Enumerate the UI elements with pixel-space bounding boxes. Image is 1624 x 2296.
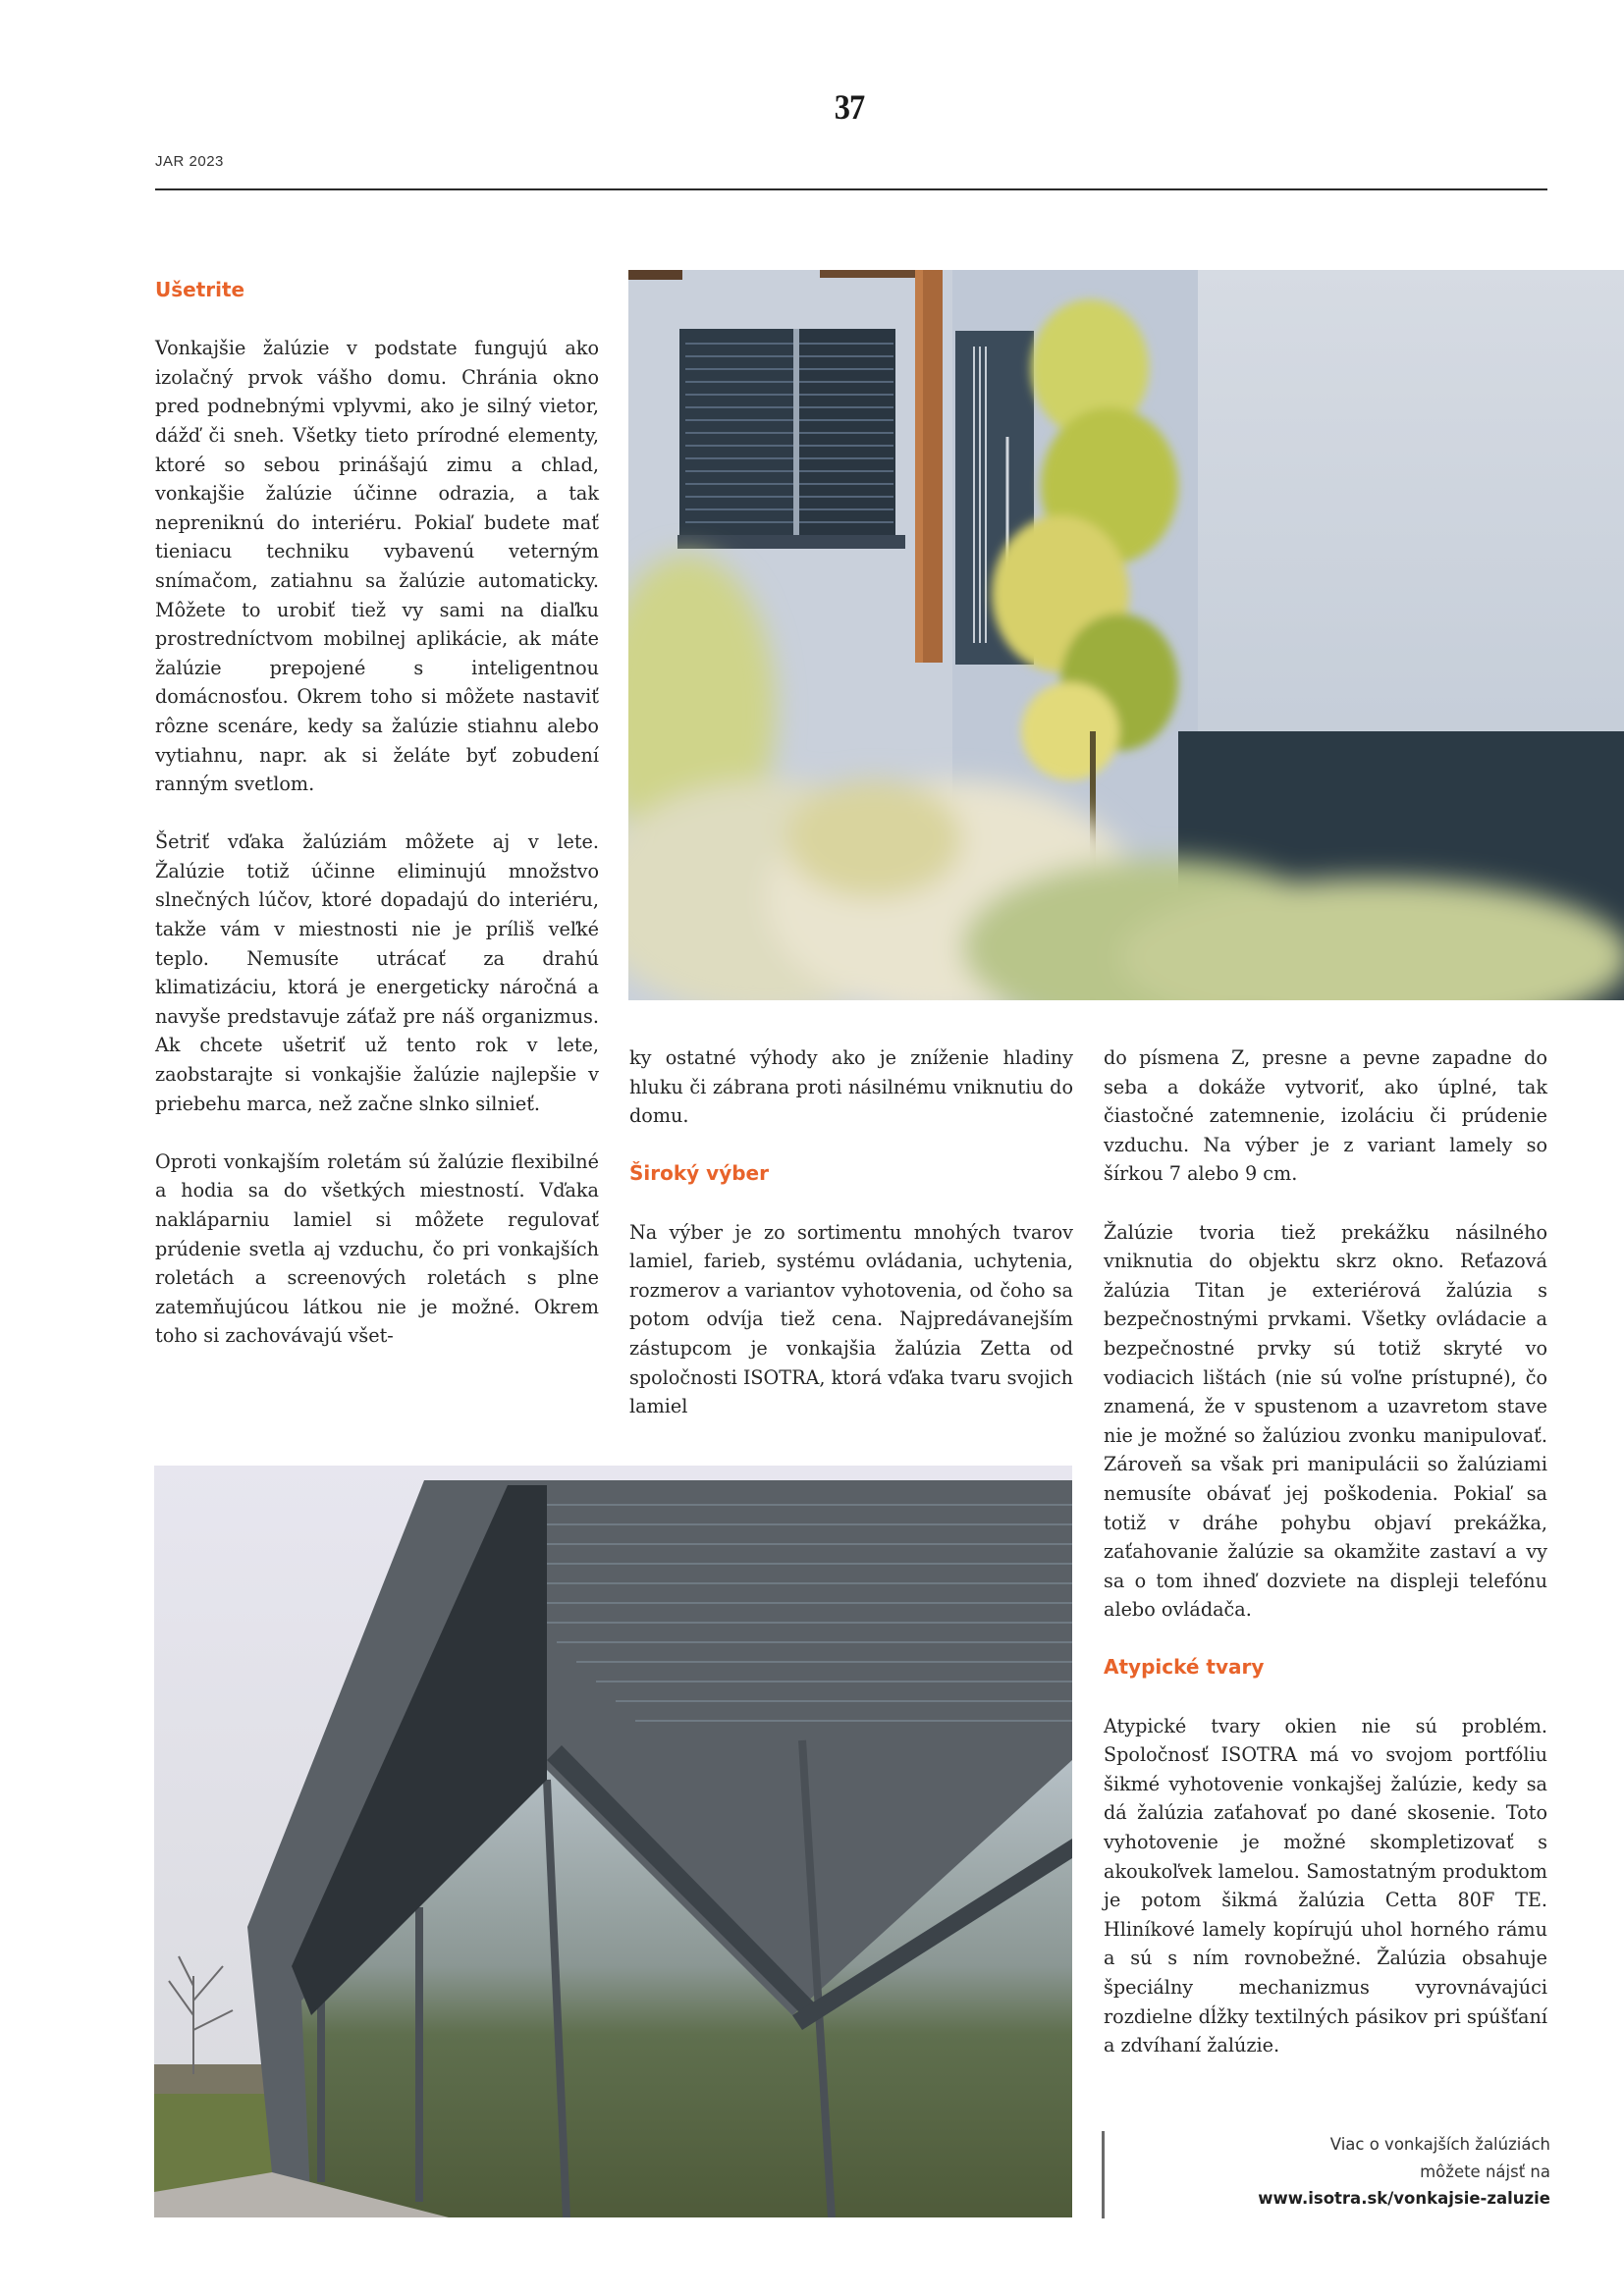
issue-label: JAR 2023 xyxy=(155,153,224,170)
paragraph-continuation: ky ostatné výhody ako je zníženie hladiny hluku či zábrana proti násilnému vniknutiu do domu. xyxy=(629,1046,1073,1128)
paragraph-continuation: do písmena Z, presne a pevne zapadne do seba a dokáže vytvoriť, ako úplné, tak čiastočné zatemnenie, izoláciu či prúdenie vzduchu. Na výber je z variant lamely so šírkou 7 alebo 9 cm. xyxy=(1104,1046,1547,1186)
paragraph: Na výber je zo sortimentu mnohých tvarov lamiel, farieb, systému ovládania, uchytenia, rozmerov a variantov vyhotovenia, od čoho sa potom odvíja tiež cena. Najpredávanejším zástupcom je vonkajšia žalúzia Zetta od spoločnosti ISOTRA, ktorá vďaka tvaru svojich lamiel xyxy=(629,1220,1073,1418)
paragraph: Šetriť vďaka žalúziám môžete aj v lete. Žalúzie totiž účinne eliminujú množstvo slnečných lúčov, ktoré dopadajú do interiéru, takže vám v miestnosti nie je príliš veľké teplo. Nemusíte utrácať za drahú klimatizáciu, ktorá je energeticky náročná a navyše predstavuje záťaž pre náš organizmus. Ak chcete ušetriť už tento rok v lete, zaobstarajte si vonkajšie žalúzie najlepšie v priebehu marca, než začne slnko silnieť. xyxy=(155,830,599,1115)
callout-line-2: môžete nájsť na xyxy=(1420,2162,1550,2181)
paragraph: Vonkajšie žalúzie v podstate fungujú ako izolačný prvok vášho domu. Chránia okno pred podnebnými vplyvmi, ako je silný vietor, dážď či sneh. Všetky tieto prírodné elementy, ktoré so sebou prinášajú zimu a chlad, vonkajšie žalúzie účinne odrazia, a tak nepreniknú do interiéru. Pokiaľ budete mať tieniacu techniku vybavenú veterným snímačom, zatiahnu sa žalúzie automaticky. Môžete to urobiť tiež vy sami na diaľku prostredníctvom mobilnej aplikácie, ak máte žalúzie prepojené s inteligentnou domácnosťou. Okrem toho si môžete nastaviť rôzne scenáre, kedy sa žalúzie stiahnu alebo vytiahnu, napr. ak si želáte byť zobudení ranným svetlom. xyxy=(155,337,599,796)
article-column-3 xyxy=(1104,1043,1547,2060)
section-heading-usetrite: Ušetrite xyxy=(155,278,245,301)
paragraph: Atypické tvary okien nie sú problém. Spoločnosť ISOTRA má vo svojom portfóliu šikmé vyhotovenie vonkajšej žalúzie, kedy sa dá žalúzia zaťahovať po dané skosenie. Toto vyhotovenie je možné skompletizovať s akoukoľvek lamelou. Samostatným produktom je potom šikmá žalúzia Cetta 80F TE. Hliníkové lamely kopírujú uhol horného rámu a sú s ním rovnobežné. Žalúzia obsahuje špeciálny mechanizmus vyrovnávajúci rozdielne dĺžky textilných pásikov pri spúšťaní a zdvíhaní žalúzie. xyxy=(1104,1714,1547,2057)
photo-gable-facade-blinds xyxy=(154,1466,1072,2217)
section-heading-atypicke-tvary: Atypické tvary xyxy=(1104,1655,1265,1680)
callout-line-1: Viac o vonkajších žalúziách xyxy=(1329,2135,1550,2154)
isotra-website-link[interactable]: www.isotra.sk/vonkajsie-zaluzie xyxy=(1258,2189,1550,2208)
paragraph: Žalúzie tvoria tiež prekážku násilného vniknutia do objektu skrz okno. Reťazová žalúzia Titan je exteriérová žalúzia s bezpečnostnými prvkami. Všetky ovládacie a bezpečnostné prvky sú totiž skryté vo vodiacich lištách (nie sú voľne prístupné), čo znamená, že v spustenom a uzavretom stave nie je možné so žalúziou zvonku manipulovať. Zároveň sa však pri manipulácii so žalúziami nemusíte obávať jej poškodenia. Pokiaľ sa totiž v dráhe pohybu objaví prekážka, zaťahovanie žalúzie sa okamžite zastaví a vy sa o tom ihneď dozviete na displeji telefónu alebo ovládača. xyxy=(1104,1220,1547,1622)
header-divider xyxy=(155,188,1547,190)
paragraph: Oproti vonkajším roletám sú žalúzie flexibilné a hodia sa do všetkých miestností. Vďaka nakláparniu lamiel si môžete regulovať prúdenie svetla aj vzduchu, čo pri vonkajších roletách a screenových roletách s plne zatemňujúcou látkou nie je možné. Okrem toho si zachovávajú všet- xyxy=(155,1149,599,1348)
page-number: 37 xyxy=(834,87,865,127)
article-column-1 xyxy=(155,276,599,1351)
photo-house-window-blinds xyxy=(628,270,1624,1000)
article-column-2 xyxy=(629,1043,1073,1421)
section-heading-siroky-vyber: Široký výber xyxy=(629,1161,769,1186)
more-info-callout xyxy=(1102,2131,1550,2218)
